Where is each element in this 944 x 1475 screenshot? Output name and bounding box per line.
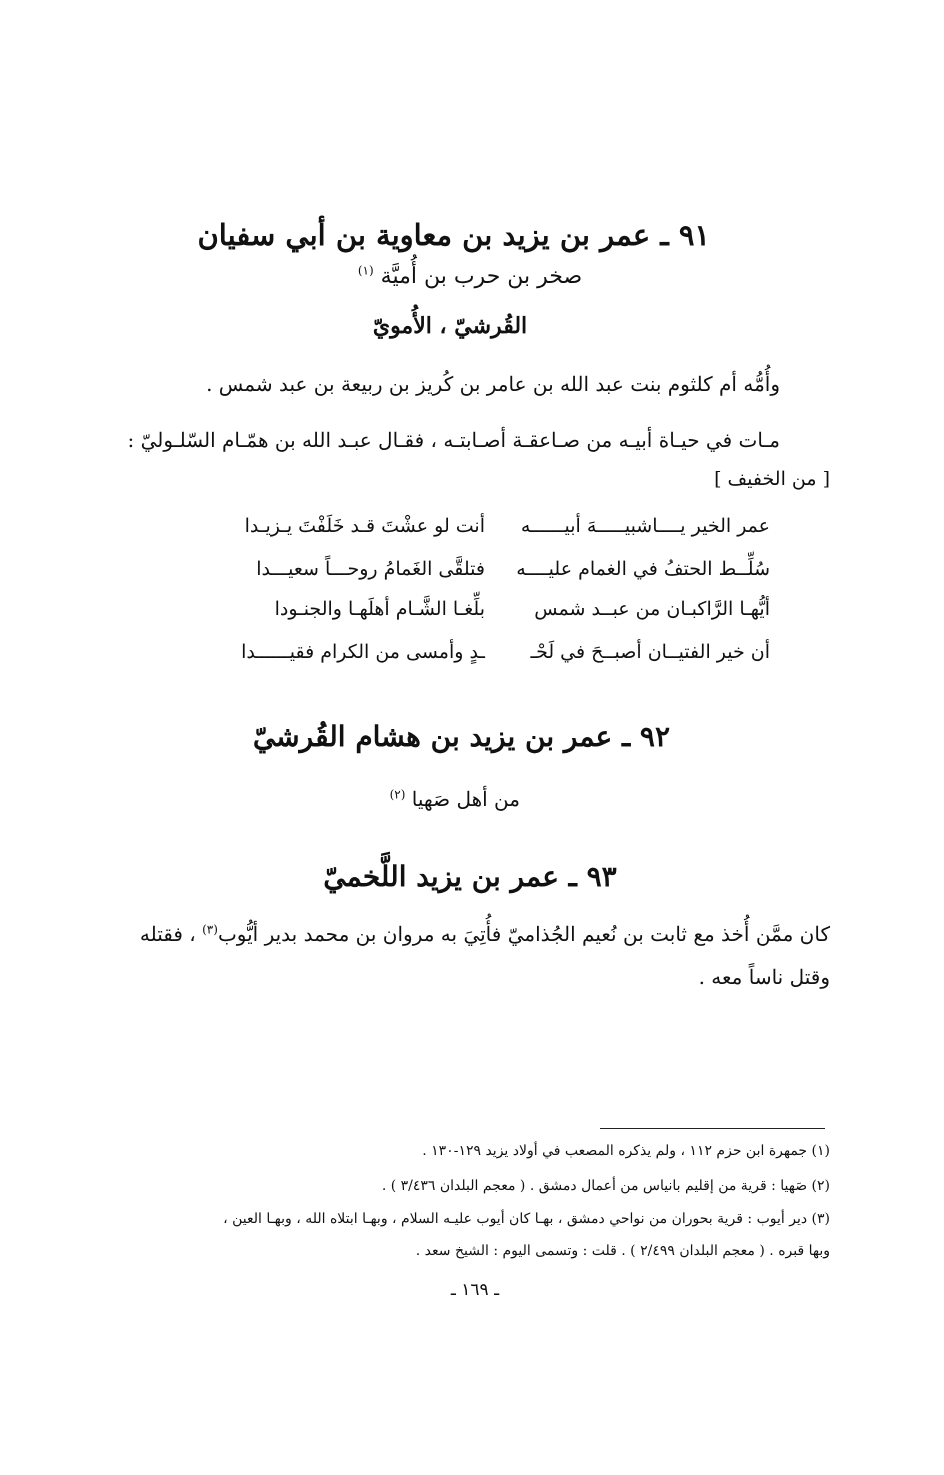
verse-first-hemistich: سُلِّــط الحتفُ في الغمام عليــــه — [516, 558, 770, 580]
entry-91-death-paragraph: مـات في حيـاة أبيـه من صـاعقـة أصـابتـه ، فقـال عبـد الله بن همّـام السّلـوليّ : — [127, 428, 780, 452]
footnote-3: (٣) دير أيوب : قرية بحوران من نواحي دمشق ، بهـا كان أيوب عليـه السلام ، وبهـا ابتلاه الله ، وبهـا العين ، — [223, 1211, 830, 1227]
footnote-3-continuation: وبها قبره . ( معجم البلدان ٢/٤٩٩ ) . قلت : وتسمى اليوم : الشيخ سعد . — [415, 1243, 830, 1259]
verse-first-hemistich: عمر الخير يــــاشبيـــــهَ أبيــــــه — [520, 515, 770, 537]
poem-meter-label: [ من الخفيف ] — [714, 468, 830, 490]
page-number: ـ ١٦٩ ـ — [450, 1280, 500, 1300]
footnote-1: (١) جمهرة ابن حزم ١١٢ ، ولم يذكره المصعب في أولاد يزيد ١٢٩-١٣٠ . — [422, 1143, 830, 1159]
entry-92-title: ٩٢ ـ عمر بن يزيد بن هشام القُرشيّ — [252, 720, 670, 753]
verse-second-hemistich: بلِّغـا الشَّـام أهلَهـا والجنـودا — [274, 598, 485, 620]
poem-verse — [180, 641, 770, 677]
verse-first-hemistich: أيُّهـا الرَّاكبـان من عبــد شمس — [534, 598, 770, 620]
entry-93-title: ٩٣ ـ عمر بن يزيد اللَّخميّ — [323, 860, 617, 893]
entry-93-text-a: كان ممَّن أُخذ مع ثابت بن نُعيم الجُذاميّ فأُتِيَ به مروان بن محمد بدير أيُّوب — [217, 922, 830, 946]
entry-92-subtitle-text: من أهل صَهيا — [411, 787, 520, 811]
poem-verse — [180, 515, 770, 551]
entry-92-subtitle — [320, 787, 520, 811]
entry-91-mother-paragraph: وأُمُّه أم كلثوم بنت عبد الله بن عامر بن كُريز بن ربيعة بن عبد شمس . — [206, 372, 780, 396]
verse-second-hemistich: فتلقَّى الغَمامُ روحـــاً سعيـــدا — [256, 558, 485, 580]
entry-93-text-b: ، فقتله — [139, 922, 196, 946]
footnote-ref-1: (١) — [357, 263, 374, 278]
footnote-2: (٢) صَهيا : قرية من إقليم بانياس من أعمال دمشق . ( معجم البلدان ٣/٤٣٦ ) . — [381, 1178, 830, 1194]
entry-91-subtitle-text: صخر بن حرب بن أُميَّة — [380, 264, 583, 289]
verse-second-hemistich: ـدٍ وأمسى من الكرام فقيــــــدا — [241, 641, 485, 663]
verse-first-hemistich: أن خير الفتيــان أصبــحَ في لَحْـ — [530, 641, 770, 663]
verse-second-hemistich: أنت لو عشْتَ قـد خَلَفْتَ يـزيـدا — [244, 515, 485, 537]
footnote-separator — [600, 1128, 825, 1129]
entry-93-paragraph-line-2: وقتل ناساً معه . — [698, 965, 830, 989]
poem-verse — [180, 598, 770, 634]
entry-93-paragraph-line-1 — [140, 922, 830, 946]
poem-verse — [180, 558, 770, 594]
footnote-ref-2: (٢) — [389, 787, 406, 802]
footnote-ref-3: (٣) — [202, 922, 218, 937]
entry-91-subtitle-nisba: القُرشيّ ، الأُمويّ — [372, 313, 528, 339]
entry-91-subtitle-lineage — [340, 264, 600, 289]
entry-91-title: ٩١ ـ عمر بن يزيد بن معاوية بن أبي سفيان — [197, 218, 710, 252]
